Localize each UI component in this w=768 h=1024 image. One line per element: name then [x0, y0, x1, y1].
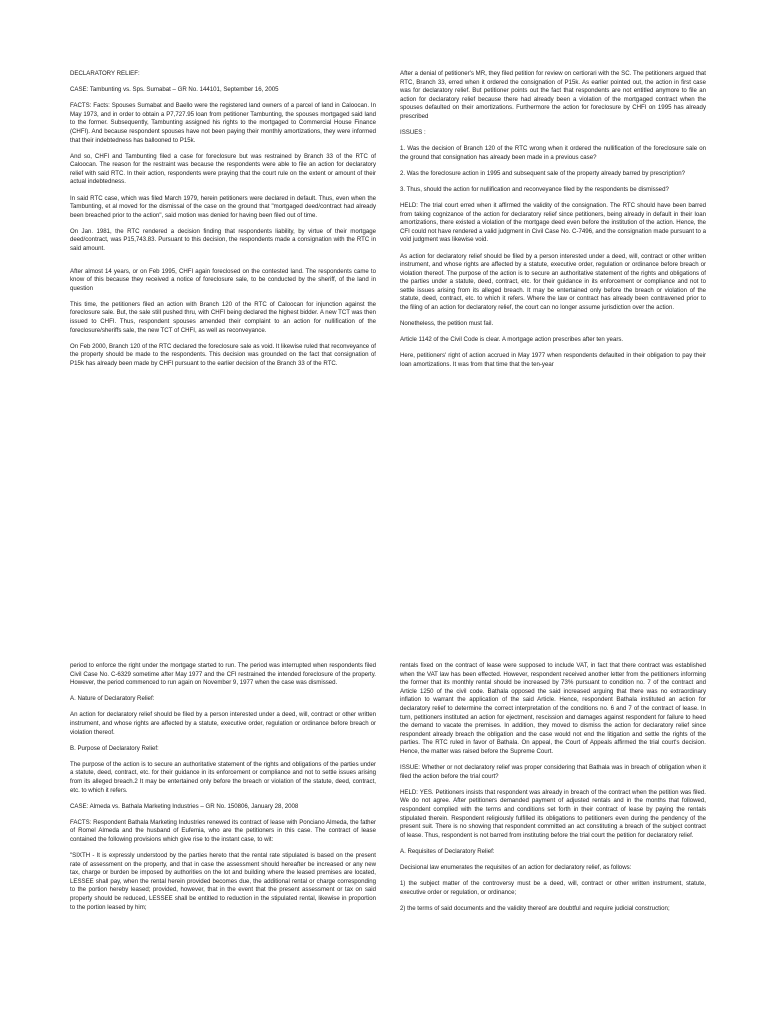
paragraph: The purpose of the action is to secure an authoritative statement of the rights and obligations of the parties under a statute, deed, contract, etc. for their guidance in its enforcement or compliance and not to settle issues arising from its alleged breach.2 It may be entertained only before the breach or violation of the statute, deed, contract, etc. to which it refers. — [70, 760, 376, 794]
requisite-item: 2) the terms of said documents and the validity thereof are doubtful and require judicial construction; — [400, 904, 670, 912]
issue-paragraph: ISSUE: Whether or not declaratory relief was proper considering that Bathala was in breach of obligation when it filed the action before the trial court? — [400, 764, 706, 780]
paragraph: After almost 14 years, or on Feb 1995, CHFI again foreclosed on the contested land. The respondents came to know of this because they received a notice of foreclosure sale, to be conducted by the sheriff, of the land in question — [70, 267, 376, 292]
paragraph: Nonetheless, the petition must fail. — [400, 320, 494, 328]
page-top-left-column — [70, 70, 376, 510]
paragraph: Here, petitioners' right of action accrued in May 1977 when respondents defaulted in their obligation to pay their loan amortizations. It was from that time that the ten-year — [400, 352, 706, 368]
paragraph: An action for declaratory relief should be filed by a person interested under a deed, will, contract or other written instrument, and whose rights are affected by a statute, executive order, regulation or ordinance before breach or violation thereof. — [70, 711, 376, 736]
paragraph: Article 1142 of the Civil Code is clear. A mortgage action prescribes after ten years. — [400, 336, 624, 344]
paragraph: And so, CHFI and Tambunting filed a case for foreclosure but was restrained by Branch 33 of the RTC of Caloocan. The reason for the restraint was because the respondents were able to file an action for declaratory relief with said RTC. In their action, respondents were praying that the court rule on the extent or amount of their actual indebtedness. — [70, 152, 376, 186]
issues-heading: ISSUES : — [400, 129, 426, 137]
quoted-provision: "SIXTH - It is expressly understood by the parties hereto that the rental rate stipulated is based on the present rate of assessment on the property, and that in case the assessment should hereafter be increased or any new tax, charge or burden be imposed by authorities on the lot and building where the leased premises are located, LESSEE shall pay, when the rental herein provided becomes due, the additional rental or charge corresponding to the portion hereby leased; provided, however, that in the event that the present assessment or tax on said property should be reduced, LESSEE shall be entitled to reduction in the stipulated rental, likewise in proportion to the portion leased by him; — [70, 852, 376, 911]
paragraph: On Jan. 1981, the RTC rendered a decision finding that respondents liability, by virtue of their mortgage deed/contract, was P15,743.83. Pursuant to this decision, the respondents made a consignation with the RTC in said amount. — [70, 227, 376, 252]
paragraph: In said RTC case, which was filed March 1979, herein petitioners were declared in default. Thus, even when the Tambunting, et al moved for the dismissal of the case on the ground that "mortgaged deed/contract had already been breached prior to the action", said motion was denied for having been filed out of time. — [70, 194, 376, 219]
paragraph: This time, the petitioners filed an action with Branch 120 of the RTC of Caloocan for injunction against the foreclosure sale. But, the sale still pushed thru, with CHFI being declared the highest bidder. A new TCT was then issued to CHFI. Thus, respondent spouses amended their complaint to an action for nullification of the foreclosure/sheriffs sale, the new TCT of CHFI, as well as reconveyance. — [70, 300, 376, 334]
held-paragraph: HELD: YES. Petitioners insists that respondent was already in breach of the contract when the petition was filed. We do not agree. After petitioners demanded payment of adjusted rentals and in the months that followed, respondent complied with the terms and conditions set forth in their contract of lease by paying the rentals stipulated therein. Respondent religiously fulfilled its obligations to petitioners even during the pendency of the present suit. There is no showing that respondent committed an act constituting a breach of the subject contract of lease. Thus, respondent is not barred from instituting before the trial court the petition for declaratory relief. — [400, 788, 706, 839]
held-paragraph: HELD: The trial court erred when it affirmed the validity of the consignation. The RTC should have been barred from taking cognizance of the action for declaratory relief since petitioners, being already in default in their loan amortizations, there existed a violation of the mortgage deed even before the institution of the action. Hence, the CFI could not have rendered a valid judgment in Civil Case No. C-7496, and the consignation made pursuant to a void judgment was likewise void. — [400, 202, 706, 244]
paragraph: FACTS: Facts: Spouses Sumabat and Baello were the registered land owners of a parcel of land in Caloocan. In May 1973, and in order to obtain a P7,727.95 loan from petitioner Tambunting, the spouses mortgaged said land to the former. Subsequently, Tambunting assigned his rights to the mortgaged to Commercial House Finance (CHFI). And because respondent spouses have not been paying their monthly amortizations, they were informed that their indebtedness has ballooned to P15k. — [70, 102, 376, 144]
case-title: CASE: Tambunting vs. Sps. Sumabat – GR No. 144101, September 16, 2005 — [70, 86, 279, 94]
issue-item: 1. Was the decision of Branch 120 of the RTC wrong when it ordered the nullification of the foreclosure sale on the ground that consignation has already been made in a previous case? — [400, 145, 706, 161]
requisite-item: 1) the subject matter of the controversy must be a deed, will, contract or other written instrument, statute, executive order or regulation, or ordinance; — [400, 879, 706, 896]
issue-item: 3. Thus, should the action for nullification and reconveyance filed by the respondents be dismissed? — [400, 185, 669, 193]
paragraph: FACTS: Respondent Bathala Marketing Industries renewed its contract of lease with Ponciano Almeda, the father of Romel Almeda and the husband of Eufemia, who are the petitioners in this case. The contract of lease contained the following provisions which give rise to the instant case, to wit: — [70, 818, 376, 843]
page-bottom-right-column — [400, 662, 706, 1024]
paragraph: rentals fixed on the contract of lease were supposed to include VAT, in fact that there contract was established when the VAT law has been effected. However, respondent received another letter from the petitioners informing the former that its monthly rental should be increased by 73% pursuant to condition no. 7 of the contract and Article 1250 of the civil code. Bathala opposed the said increased arguing that there was no extraordinary inflation to warrant the application of the said Article. Hence, respondent Bathala instituted an action for declaratory relief to determine the correct interpretation of the conditions no. 6 and 7 of the contract of lease. In turn, petitioners instituted an action for ejectment, rescission and damages against respondent for failure to heed the demand to vacate the premises. In addition, they moved to dismiss the action for declaratory relief since respondent already breach the obligation and the case would not end the litigation and settle the rights of the parties. The RTC ruled in favor of Bathala. On appeal, the Court of Appeals affirmed the trial court's decision. Hence, the matter was raised before the Supreme Court. — [400, 662, 706, 755]
paragraph: As action for declaratory relief should be filed by a person interested under a deed, will, contract or other written instrument, and whose rights are affected by a statute, executive order, regulation or ordinance before breach or violation thereof. The purpose of the action is to secure an authoritative statement of the rights and obligations of the parties under a statute, deed, contract, etc. for their guidance in its enforcement or compliance and not to settle issues arising from its alleged breach. It may be entertained only before the breach or violation of the statute, deed, contract, etc. to which it refers. Where the law or contract has already been contravened prior to the filing of an action for declaratory relief, the court can no longer assume jurisdiction over the action. — [400, 252, 706, 312]
subheading: B. Purpose of Declaratory Relief: — [70, 744, 159, 752]
paragraph: After a denial of petitioner's MR, they filed petition for review on certiorari with the SC. The petitioners argued that RTC, Branch 33, erred when it ordered the consignation of P15k. As earlier pointed out, the action in first case was for declaratory relief. But petitioner points out the fact that respondents are not entitled anymore to file an action for declaratory relief because there had already been a violation of the mortgaged contract when the spouses defaulted on their amortizations. Furthermore the action for foreclosure by CHFI on 1995 has already prescribed — [400, 70, 706, 120]
paragraph: Decisional law enumerates the requisites of an action for declaratory relief, as follows: — [400, 863, 632, 871]
case-title: CASE: Almeda vs. Bathala Marketing Industries – GR No. 150806, January 28, 2008 — [70, 802, 299, 810]
issue-item: 2. Was the foreclosure action in 1995 and subsequent sale of the property already barred by prescription? — [400, 169, 685, 177]
subheading: A. Nature of Declaratory Relief: — [70, 695, 155, 703]
page-bottom-left-column — [70, 662, 376, 1024]
paragraph: On Feb 2000, Branch 120 of the RTC declared the foreclosure sale as void. It likewise ruled that reconveyance of the property should be made to the respondents. This decision was grounded on the fact that consignation of P15k has already been made by CHFI pursuant to the earlier decision of the Branch 33 of the RTC. — [70, 342, 376, 367]
subheading: A. Requisites of Declaratory Relief: — [400, 847, 495, 855]
paragraph: period to enforce the right under the mortgage started to run. The period was interrupted when respondents filed Civil Case No. C-6329 sometime after May 1977 and the CFI restrained the intended foreclosure of the property. However, the period commenced to run again on November 9, 1977 when the case was dismissed. — [70, 662, 376, 687]
page-top-right-column — [400, 70, 706, 512]
section-heading: DECLARATORY RELIEF: — [70, 70, 140, 77]
